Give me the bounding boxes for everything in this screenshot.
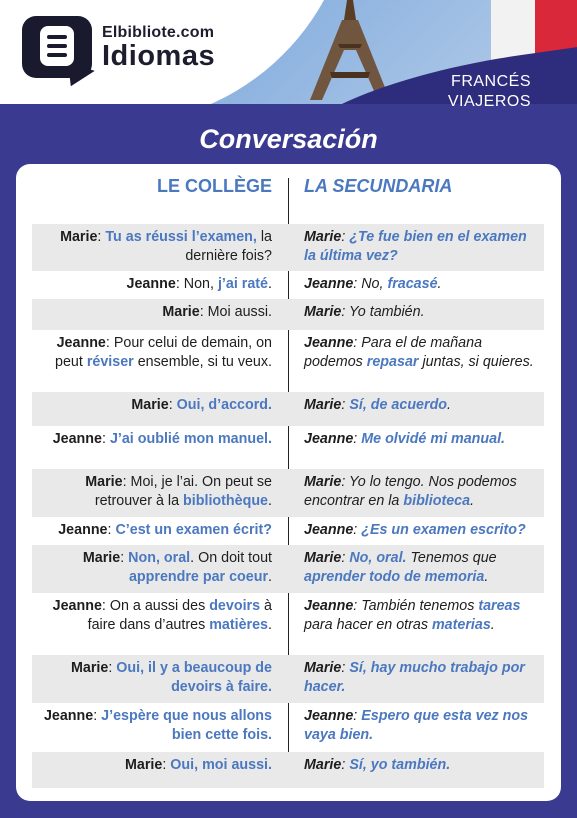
dialogue-text: . [470,493,475,509]
highlight-phrase: repasar [366,354,419,370]
speaker-name: Jeanne [304,708,354,724]
spanish-line [304,549,538,587]
highlight-phrase: j’ai raté [217,276,269,292]
spanish-line [304,473,538,511]
highlight-phrase: Me olvidé mi manual. [361,431,506,447]
highlight-phrase: devoirs [209,598,261,614]
dialogue-text: à faire dans d’autres [87,598,272,633]
table-row [32,224,544,271]
spanish-line [304,597,538,635]
dialogue-text: : [101,431,110,447]
speaker-name: Jeanne [304,522,354,538]
french-line [38,334,272,372]
highlight-phrase: J’espère que nous allons bien cette fois. [101,708,272,743]
table-row [32,469,544,517]
speaker-name: Jeanne [304,431,354,447]
table-row [32,593,544,655]
dialogue-text: . On doit tout [190,550,272,566]
speaker-name: Jeanne [304,335,354,351]
dialogue-text: . [268,617,272,633]
dialogue-text: : Non, [175,276,218,292]
brand-site: Elbibliote.com [102,24,215,41]
tag-language: FRANCÉS [451,73,531,90]
logo [22,16,92,86]
highlight-phrase: matières [209,617,269,633]
table-row [32,517,544,545]
speaker-name: Marie [162,304,200,320]
french-line [38,521,272,540]
table-row [32,545,544,593]
column-heading-spanish: LA SECUNDARIA [304,176,453,196]
speaker-name: Marie [82,550,121,566]
dialogue-text: : [341,550,350,566]
dialogue-text: . [447,397,452,413]
table-row [32,426,544,469]
highlight-phrase: materias [431,617,491,633]
speaker-name: Marie [60,229,98,245]
dialogue-text: . [268,569,272,585]
highlight-phrase: ¿Te fue bien en el examen la última vez? [304,229,527,264]
french-line [38,659,272,697]
dialogue-text: . [437,276,442,292]
spanish-line [304,275,538,294]
table-row [32,655,544,703]
dialogue-text: . [490,617,495,633]
dialogue-text: : [353,522,362,538]
dialogue-text: : Yo lo tengo. Nos podemos encontrar en la [304,474,517,509]
speaker-name: Marie [304,757,342,773]
speaker-name: Marie [304,660,342,676]
dialogue-text: juntas, si quieres. [418,354,534,370]
highlight-phrase: aprender todo de memoria [304,569,485,585]
speaker-name: Marie [304,229,342,245]
french-line [38,473,272,511]
french-line [38,430,272,449]
highlight-phrase: Sí, hay mucho trabajo por hacer. [304,660,525,695]
dialogue-text: : Para el de mañana podemos [304,335,483,370]
highlight-phrase: fracasé [387,276,438,292]
dialogue-text: : [168,397,177,413]
highlight-phrase: Sí, de acuerdo [349,397,448,413]
dialogue-text: . [268,493,272,509]
dialogue-text: : On a aussi des [101,598,210,614]
table-row [32,392,544,426]
speaker-name: Marie [124,757,163,773]
dialogue-text: : [341,757,350,773]
dialogue-text: : [353,431,362,447]
dialogue-text: : No, [353,276,388,292]
dialogue-text: ensemble, si tu veux. [133,354,272,370]
spanish-line [304,396,538,415]
spanish-line [304,707,538,745]
dialogue-text: . [484,569,489,585]
spanish-line [304,521,538,540]
dialogue-text: para hacer en otras [304,617,432,633]
speaker-name: Jeanne [304,598,354,614]
speaker-name: Jeanne [52,598,102,614]
highlight-phrase: apprendre par coeur [128,569,269,585]
speaker-name: Jeanne [58,522,108,538]
highlight-phrase: tareas [478,598,521,614]
spanish-line [304,303,538,322]
french-line [38,228,272,266]
highlight-phrase: ¿Es un examen escrito? [361,522,526,538]
speaker-name: Jeanne [126,276,176,292]
dialogue-text: Tenemos que [406,550,497,566]
highlight-phrase: C’est un examen écrit? [115,522,272,538]
spanish-line [304,430,538,449]
dialogue-text: : [353,708,362,724]
speaker-name: Marie [70,660,109,676]
highlight-phrase: Sí, yo también. [349,757,451,773]
dialogue-text: : [97,229,106,245]
french-line [38,597,272,635]
dialogue-text: : Moi, je l’ai. On peut se retrouver à la [94,474,272,509]
dialogue-text: : [120,550,129,566]
highlight-phrase: Espero que esta vez nos vaya bien. [304,708,529,743]
highlight-phrase: réviser [86,354,134,370]
table-row [32,330,544,392]
speaker-name: Marie [304,550,342,566]
dialogue-text: : [108,660,117,676]
spanish-line [304,659,538,697]
dialogue-text: : [341,397,350,413]
brand [102,24,215,73]
table-row [32,271,544,299]
table-row [32,299,544,330]
category-tag [448,72,531,112]
page-title: Conversación [199,124,378,154]
dialogue-text: : [107,522,116,538]
highlight-phrase: biblioteca [403,493,471,509]
highlight-phrase: J’ai oublié mon manuel. [109,431,272,447]
dialogue-text: . [268,276,272,292]
speaker-name: Jeanne [52,431,102,447]
speaker-name: Jeanne [304,276,354,292]
spanish-line [304,334,538,372]
speaker-name: Marie [304,304,342,320]
highlight-phrase: No, oral. [349,550,407,566]
french-line [38,756,272,775]
speaker-name: Jeanne [43,708,94,724]
french-line [38,275,272,294]
highlight-phrase: bibliothèque [183,493,269,509]
dialogue-text: : [93,708,102,724]
table-row [32,703,544,752]
french-line [38,707,272,745]
dialogue-text: : [162,757,171,773]
brand-name: Idiomas [102,40,216,72]
dialogue-text: : [341,229,350,245]
spanish-line [304,228,538,266]
speaker-name: Marie [304,397,342,413]
french-line [38,303,272,322]
dialogue-text: : Pour celui de demain, on peut [55,335,272,370]
header-banner [0,0,577,128]
dialogue-text: : Moi aussi. [199,304,272,320]
tag-topic: VIAJEROS [447,93,531,110]
speaker-name: Marie [85,474,123,490]
highlight-phrase: Oui, moi aussi. [170,757,272,773]
table-row [32,752,544,788]
dialogue-text: : También tenemos [353,598,479,614]
french-line [38,396,272,415]
french-line [38,549,272,587]
highlight-phrase: Tu as réussi l’examen, [105,229,257,245]
highlight-phrase: Oui, il y a beaucoup de devoirs à faire. [116,660,272,695]
highlight-phrase: Oui, d’accord. [176,397,272,413]
speaker-name: Marie [131,397,169,413]
speaker-name: Marie [304,474,342,490]
speaker-name: Jeanne [56,335,106,351]
dialogue-text: la dernière fois? [185,229,272,264]
column-heading-french: LE COLLÈGE [156,176,272,196]
dialogue-text: : Yo también. [341,304,425,320]
dialogue-text: : [341,660,350,676]
book-speech-bubble-icon [40,26,74,66]
spanish-line [304,756,538,775]
highlight-phrase: Non, oral [128,550,191,566]
